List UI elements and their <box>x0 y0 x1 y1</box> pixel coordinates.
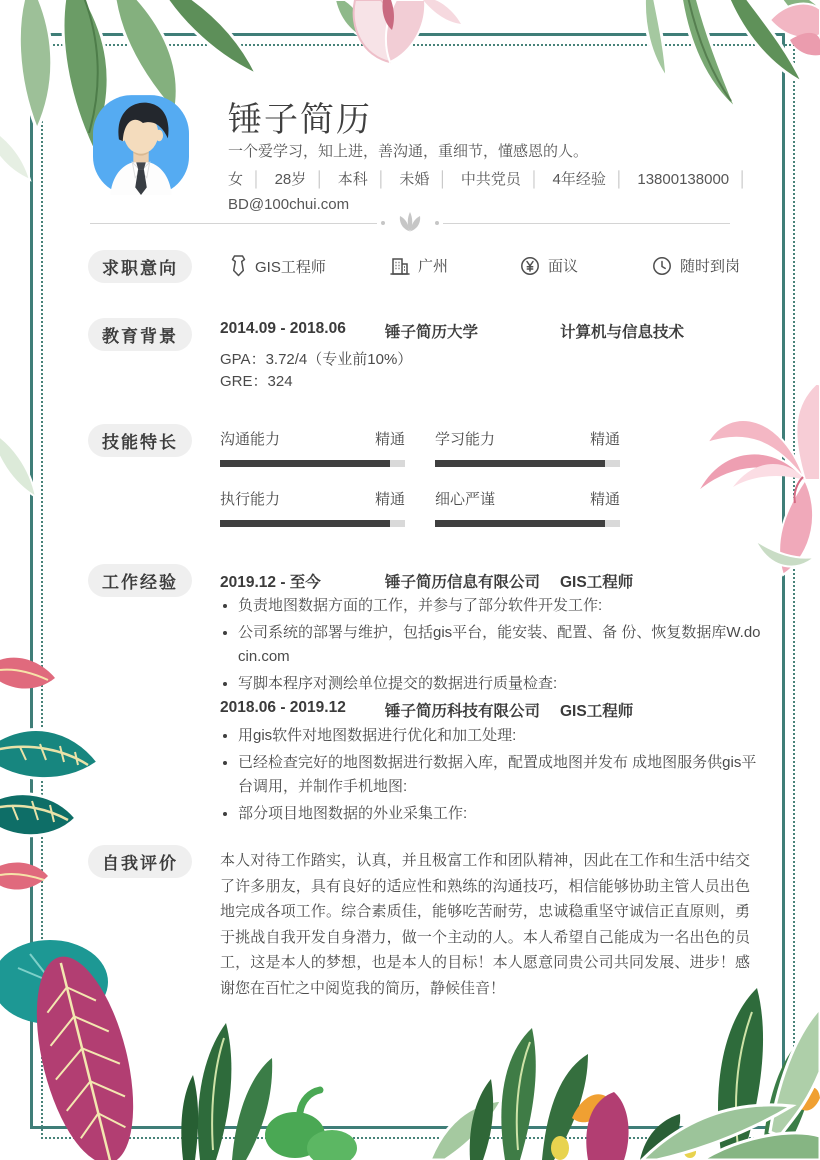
work-bullet: • 负责地图数据方面的工作，并参与了部分软件开发工作: <box>238 594 766 618</box>
work-bullet-list <box>222 724 766 829</box>
work-date: 2019.12 - 至今 <box>220 574 321 591</box>
section-title-education: 教育背景 <box>88 318 192 351</box>
section-title-skills: 技能特长 <box>88 424 192 457</box>
candidate-tagline: 一个爱学习，知上进，善沟通，重细节，懂感恩的人。 <box>228 143 589 160</box>
candidate-name: 锤子简历 <box>228 101 372 139</box>
work-entry-header <box>220 570 633 592</box>
education-school: 锤子简历大学 <box>385 324 479 341</box>
skill-bar <box>220 520 405 527</box>
work-bullet: • 已经检查完好的地图数据进行数据入库，配置成地图并发布 成地图服务供gis平台调用，并制作手机地图: <box>238 751 766 799</box>
work-bullet: • 用gis软件对地图数据进行优化和加工处理: <box>238 724 766 748</box>
work-bullet: • 公司系统的部署与维护，包括gis平台，能安装、配置、备 份、恢复数据库W.docin.com <box>238 621 766 669</box>
info-age: 28岁 <box>274 171 307 188</box>
skill-bar-fill <box>220 460 390 467</box>
info-gender: 女 <box>228 171 244 188</box>
work-role: GIS工程师 <box>560 574 634 591</box>
skill-item <box>435 428 620 467</box>
job-intent-position-label: GIS工程师 <box>255 258 326 276</box>
work-bullet: • 写脚本程序对测绘单位提交的数据进行质量检查: <box>238 672 766 696</box>
header-divider <box>90 210 730 236</box>
work-date: 2018.06 - 2019.12 <box>220 699 346 716</box>
job-intent-salary-label: 面议 <box>548 258 579 275</box>
avatar <box>93 95 189 199</box>
work-company: 锤子简历信息有限公司 <box>385 574 541 591</box>
info-separator: │ <box>376 171 387 188</box>
info-degree: 本科 <box>337 171 368 188</box>
info-separator: │ <box>315 171 325 188</box>
info-party: 中共党员 <box>460 171 521 188</box>
clock-icon <box>652 256 672 276</box>
tie-icon <box>230 255 247 277</box>
skill-bar-fill <box>435 520 605 527</box>
job-intent-city <box>390 255 448 276</box>
skill-bar <box>435 520 620 527</box>
skill-item <box>220 488 405 527</box>
info-separator: │ <box>529 171 540 188</box>
building-icon <box>390 256 410 276</box>
divider-dot <box>381 221 385 225</box>
job-intent-salary <box>520 255 578 276</box>
info-phone: 13800138000 <box>637 171 730 188</box>
self-evaluation-text: 本人对待工作踏实，认真，并且极富工作和团队精神，因此在工作和生活中结交了许多朋友，具有良好的适应性和熟练的沟通技巧，相信能够协助主管人员出色地完成各项工作。综合素质佳，能够吃苦耐劳，忠诚稳重坚守诚信正直原则，勇于挑战自我开发自身潜力，做一个主动的人。本人希望自己能成为一名出色的员工，这是本人的梦想，也是本人的目标！本人愿意同贵公司共同发展、进步！感谢您在百忙之中阅览我的简历，静候佳音！ <box>220 852 750 997</box>
info-separator: │ <box>252 171 262 188</box>
skill-item <box>220 428 405 467</box>
skill-level: 精通 <box>374 491 405 508</box>
skill-level: 精通 <box>589 431 620 448</box>
info-experience: 4年经验 <box>552 171 606 188</box>
skill-bar <box>435 460 620 467</box>
education-gpa: GPA：3.72/4（专业前10%） <box>220 351 413 368</box>
divider-line <box>90 223 377 224</box>
info-separator: │ <box>738 171 748 188</box>
skill-name: 执行能力 <box>220 491 281 508</box>
skill-item <box>435 488 620 527</box>
skill-name: 细心严谨 <box>435 491 496 508</box>
education-gre: GRE：324 <box>220 373 293 390</box>
skill-bar-fill <box>220 520 390 527</box>
info-separator: │ <box>614 171 625 188</box>
info-marital: 未婚 <box>399 171 430 188</box>
info-separator: │ <box>438 171 448 188</box>
job-intent-availability-label: 随时到岗 <box>680 258 741 275</box>
email-address: BD@100chui.com <box>228 196 350 213</box>
yen-icon <box>520 256 540 276</box>
section-title-job-intent: 求职意向 <box>88 250 192 283</box>
work-company: 锤子简历科技有限公司 <box>385 703 541 720</box>
leaf-ornament-icon <box>393 210 427 236</box>
section-title-evaluation: 自我评价 <box>88 845 192 878</box>
divider-dot <box>435 221 439 225</box>
skill-bar-fill <box>435 460 605 467</box>
work-bullet: • 部分项目地图数据的外业采集工作: <box>238 802 766 826</box>
job-intent-position <box>230 255 326 277</box>
skill-name: 学习能力 <box>435 431 496 448</box>
skill-level: 精通 <box>374 431 405 448</box>
work-entry-header <box>220 699 633 721</box>
education-date: 2014.09 - 2018.06 <box>220 320 346 337</box>
section-title-work: 工作经验 <box>88 564 192 597</box>
work-role: GIS工程师 <box>560 703 634 720</box>
job-intent-availability <box>652 255 740 276</box>
personal-info-row <box>228 166 768 194</box>
skill-bar <box>220 460 405 467</box>
education-major: 计算机与信息技术 <box>560 324 685 341</box>
skill-level: 精通 <box>589 491 620 508</box>
work-bullet-list <box>222 594 766 699</box>
job-intent-city-label: 广州 <box>418 258 449 275</box>
education-entry-header <box>220 320 684 342</box>
skill-name: 沟通能力 <box>220 431 281 448</box>
divider-line <box>443 223 730 224</box>
